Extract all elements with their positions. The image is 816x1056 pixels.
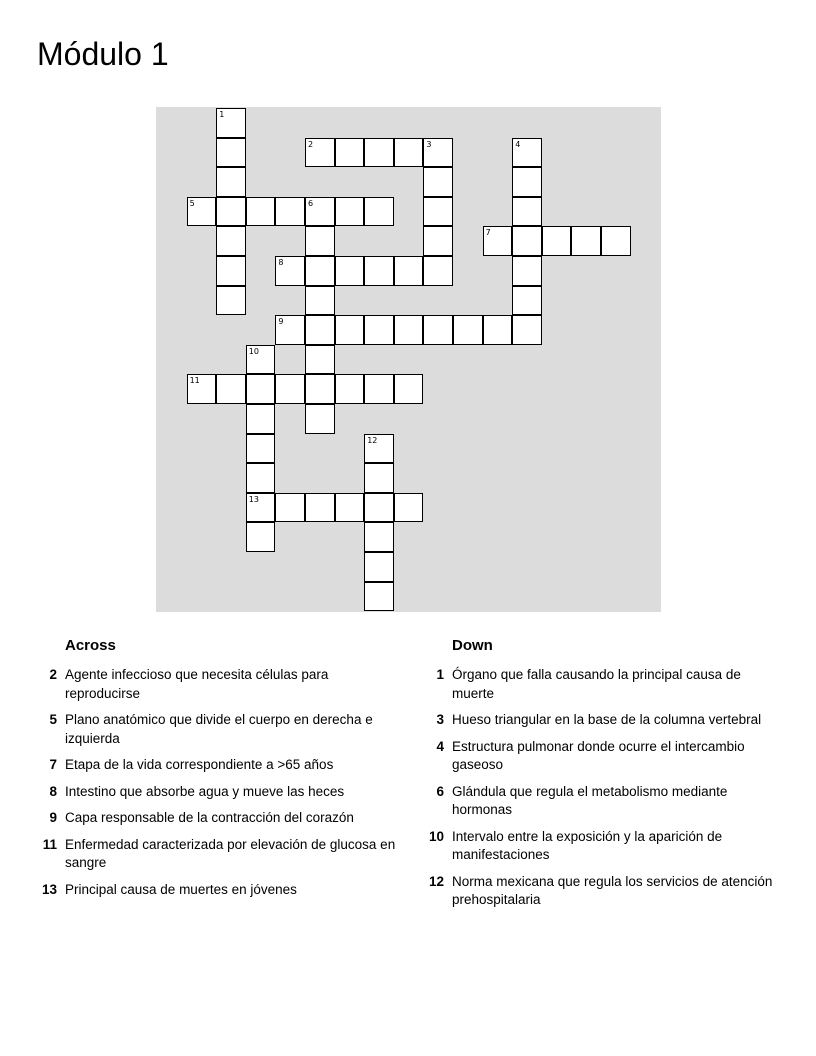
crossword-cell[interactable]	[246, 493, 276, 523]
crossword-cell[interactable]	[394, 493, 424, 523]
clue-text: Estructura pulmonar donde ocurre el intercambio gaseoso	[452, 738, 745, 772]
crossword-cell[interactable]	[275, 315, 305, 345]
cell-number: 11	[189, 376, 200, 386]
cell-number: 4	[515, 139, 521, 149]
crossword-cell[interactable]	[601, 226, 631, 256]
crossword-cell[interactable]	[305, 197, 335, 227]
clue-number: 1	[436, 667, 444, 682]
crossword-cell[interactable]	[423, 315, 453, 345]
cell-number: 13	[248, 494, 259, 504]
cell-number: 2	[308, 139, 314, 149]
across-clues	[36, 636, 396, 907]
crossword-cell[interactable]	[571, 226, 601, 256]
crossword-cell[interactable]	[246, 345, 276, 375]
crossword-cell[interactable]	[216, 138, 246, 168]
crossword-cell[interactable]	[394, 256, 424, 286]
down-clue	[423, 738, 773, 775]
clue-number: 9	[49, 810, 57, 825]
crossword-cell[interactable]	[246, 197, 276, 227]
crossword-cell[interactable]	[542, 226, 572, 256]
crossword-cell[interactable]	[305, 404, 335, 434]
crossword-cell[interactable]	[335, 493, 365, 523]
crossword-cell[interactable]	[423, 167, 453, 197]
crossword-cell[interactable]	[275, 197, 305, 227]
down-clue	[423, 783, 773, 820]
crossword-cell[interactable]	[394, 374, 424, 404]
clue-number: 5	[49, 712, 57, 727]
crossword-cell[interactable]	[512, 197, 542, 227]
crossword-cell[interactable]	[394, 138, 424, 168]
down-clue	[423, 711, 773, 730]
crossword-cell[interactable]	[305, 138, 335, 168]
crossword-cell[interactable]	[423, 226, 453, 256]
cell-number: 3	[426, 139, 432, 149]
crossword-cell[interactable]	[483, 226, 513, 256]
crossword-cell[interactable]	[512, 167, 542, 197]
clue-number: 6	[436, 783, 444, 799]
down-clue-list	[423, 666, 773, 910]
clue-number: 8	[49, 783, 57, 799]
crossword-cell[interactable]	[246, 463, 276, 493]
crossword-cell[interactable]	[453, 315, 483, 345]
across-clue	[36, 783, 396, 802]
crossword-cell[interactable]	[246, 374, 276, 404]
clue-number: 7	[49, 757, 57, 772]
crossword-cell[interactable]	[512, 226, 542, 256]
crossword-cell[interactable]	[394, 315, 424, 345]
crossword-cell[interactable]	[335, 315, 365, 345]
crossword-cell[interactable]	[335, 138, 365, 168]
crossword-cell[interactable]	[187, 197, 217, 227]
crossword-cell[interactable]	[335, 256, 365, 286]
crossword-cell[interactable]	[187, 374, 217, 404]
crossword-cell[interactable]	[216, 374, 246, 404]
crossword-cell[interactable]	[512, 256, 542, 286]
cell-number: 10	[248, 346, 259, 356]
clue-number: 11	[42, 836, 57, 852]
down-clues	[423, 636, 773, 918]
clue-text: Norma mexicana que regula los servicios de atención prehospitalaria	[452, 873, 773, 907]
crossword-cell[interactable]	[423, 197, 453, 227]
down-heading: Down	[452, 637, 493, 654]
crossword-cell[interactable]	[216, 256, 246, 286]
across-clue	[36, 881, 396, 900]
across-clue	[36, 836, 396, 873]
crossword-cell[interactable]	[512, 315, 542, 345]
clue-text: Enfermedad caracterizada por elevación de glucosa en sangre	[65, 836, 396, 870]
crossword-cell[interactable]	[305, 345, 335, 375]
page-title: Módulo 1	[37, 36, 169, 72]
cell-number: 9	[278, 317, 284, 327]
clue-number: 4	[436, 738, 444, 754]
down-clue	[423, 666, 773, 703]
cell-number: 12	[367, 435, 378, 445]
crossword-cell[interactable]	[364, 522, 394, 552]
crossword-cell[interactable]	[275, 256, 305, 286]
clue-text: Agente infeccioso que necesita células para reproducirse	[65, 667, 329, 701]
cell-number: 5	[189, 198, 195, 208]
clue-number: 13	[41, 881, 57, 897]
crossword-cell[interactable]	[216, 286, 246, 316]
crossword-cell[interactable]	[364, 463, 394, 493]
down-clue	[423, 828, 773, 865]
clue-text: Intervalo entre la exposición y la aparición de manifestaciones	[452, 828, 723, 862]
crossword-cell[interactable]	[216, 197, 246, 227]
across-clue	[36, 711, 396, 748]
crossword-cell[interactable]	[364, 434, 394, 464]
crossword-cell[interactable]	[305, 286, 335, 316]
crossword-grid	[156, 107, 661, 612]
cell-number: 7	[485, 228, 491, 238]
crossword-cell[interactable]	[305, 374, 335, 404]
crossword-cell[interactable]	[246, 434, 276, 464]
across-clue	[36, 809, 396, 828]
crossword-cell[interactable]	[305, 256, 335, 286]
crossword-cell[interactable]	[216, 108, 246, 138]
clue-text: Hueso triangular en la base de la columna vertebral	[452, 712, 762, 727]
cell-number: 6	[308, 198, 314, 208]
crossword-cell[interactable]	[246, 404, 276, 434]
cell-number: 1	[219, 110, 225, 119]
crossword-cell[interactable]	[305, 226, 335, 256]
crossword-cell[interactable]	[364, 197, 394, 227]
clue-text: Principal causa de muertes en jóvenes	[65, 881, 297, 897]
crossword-cell[interactable]	[364, 138, 394, 168]
crossword-cell[interactable]	[335, 374, 365, 404]
crossword-cell[interactable]	[335, 197, 365, 227]
crossword-cell[interactable]	[483, 315, 513, 345]
crossword-cell[interactable]	[275, 493, 305, 523]
crossword-cell[interactable]	[364, 552, 394, 582]
crossword-cell[interactable]	[423, 256, 453, 286]
crossword-cell[interactable]	[512, 286, 542, 316]
crossword-cell[interactable]	[364, 256, 394, 286]
clue-text: Etapa de la vida correspondiente a >65 años	[65, 757, 334, 772]
clue-text: Glándula que regula el metabolismo mediante hormonas	[452, 783, 728, 817]
crossword-cell[interactable]	[246, 522, 276, 552]
crossword-cell[interactable]	[364, 315, 394, 345]
crossword-cell[interactable]	[423, 138, 453, 168]
crossword-cell[interactable]	[512, 138, 542, 168]
crossword-cell[interactable]	[216, 226, 246, 256]
across-clue-list	[36, 666, 396, 899]
across-clue	[36, 756, 396, 775]
across-clue	[36, 666, 396, 703]
clue-text: Plano anatómico que divide el cuerpo en derecha e izquierda	[65, 712, 373, 746]
across-heading: Across	[65, 637, 116, 654]
cell-number: 8	[278, 258, 284, 267]
clue-number: 3	[436, 712, 444, 727]
crossword-cell[interactable]	[364, 374, 394, 404]
clue-number: 10	[428, 828, 444, 844]
clue-text: Órgano que falla causando la principal causa de muerte	[452, 667, 741, 701]
down-clue	[423, 873, 773, 910]
crossword-cell[interactable]	[364, 493, 394, 523]
crossword-cell[interactable]	[216, 167, 246, 197]
crossword-cell[interactable]	[364, 582, 394, 612]
crossword-cell[interactable]	[305, 315, 335, 345]
clue-number: 12	[428, 873, 444, 889]
clue-text: Intestino que absorbe agua y mueve las heces	[65, 783, 345, 799]
crossword-cell[interactable]	[275, 374, 305, 404]
clue-text: Capa responsable de la contracción del corazón	[65, 810, 354, 825]
crossword-cell[interactable]	[305, 493, 335, 523]
clue-number: 2	[49, 667, 57, 682]
